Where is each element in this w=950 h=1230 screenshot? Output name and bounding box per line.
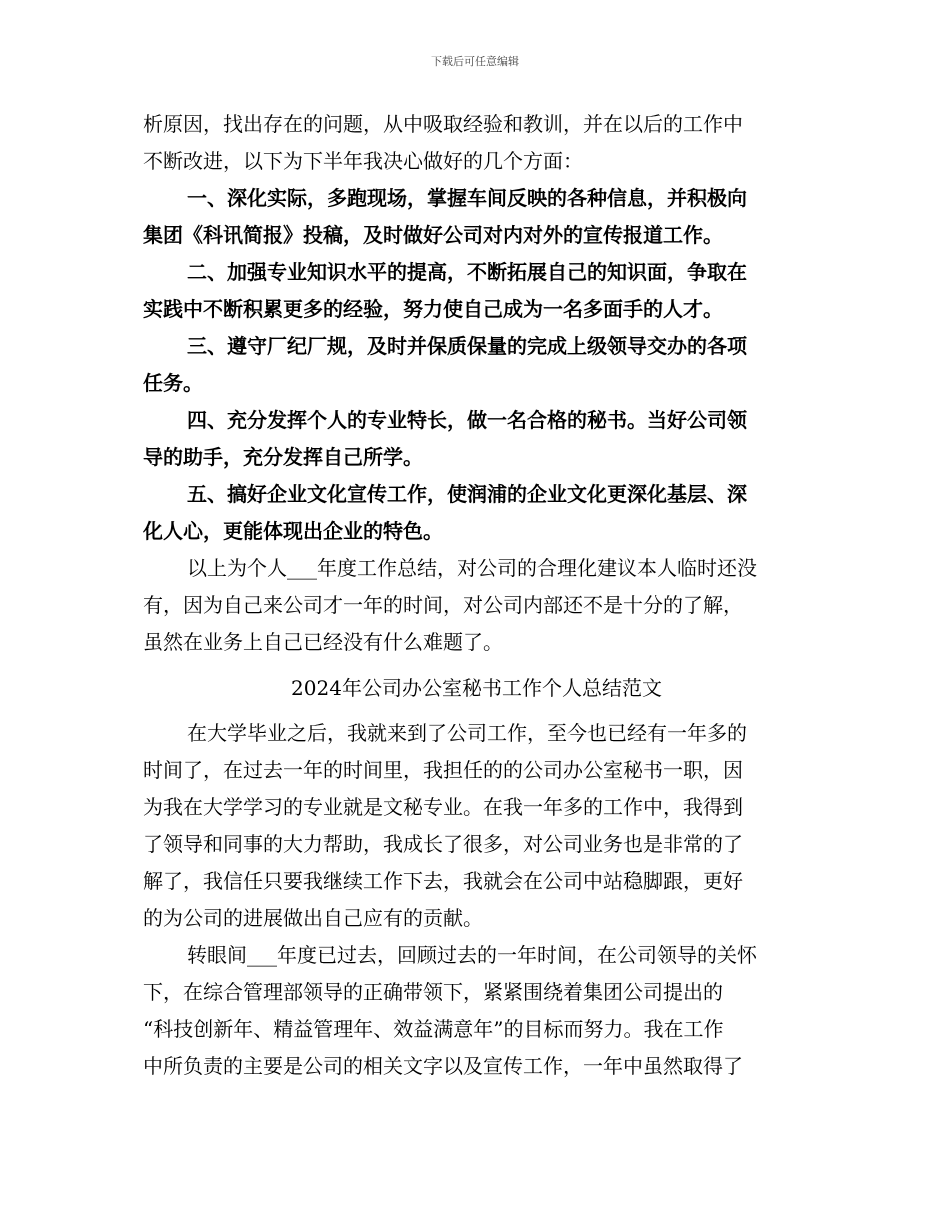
text-line: 了领导和同事的大力帮助，我成长了很多，对公司业务也是非常的了 <box>143 832 743 856</box>
text-line: 化人心，更能体现出企业的特色。 <box>143 519 443 543</box>
text-line: 转眼间___年度已过去，回顾过去的一年时间，在公司领导的关怀 <box>187 943 757 967</box>
text-line: 不断改进，以下为下半年我决心做好的几个方面： <box>143 149 583 173</box>
text-line: 五、搞好企业文化宣传工作，使润浦的企业文化更深化基层、深 <box>187 482 747 506</box>
text-line: 析原因，找出存在的问题，从中吸取经验和教训，并在以后的工作中 <box>143 112 743 136</box>
point-3 <box>143 328 810 402</box>
body-paragraph-1 <box>143 715 810 937</box>
text-line: 虽然在业务上自己已经没有什么难题了。 <box>143 630 503 654</box>
text-line: 解了，我信任只要我继续工作下去，我就会在公司中站稳脚跟，更好 <box>143 869 743 893</box>
text-line: 以上为个人___年度工作总结，对公司的合理化建议本人临时还没 <box>187 556 757 580</box>
text-line: 导的助手，充分发挥自己所学。 <box>143 445 423 469</box>
text-line: “科技创新年、精益管理年、效益满意年”的目标而努力。我在工作 <box>143 1017 724 1041</box>
text-line: 的为公司的进展做出自己应有的贡献。 <box>143 906 483 930</box>
section-title: 2024年公司办公室秘书工作个人总结范文 <box>291 676 662 700</box>
point-5 <box>143 476 810 550</box>
text-line: 在大学毕业之后，我就来到了公司工作，至今也已经有一年多的 <box>187 721 747 745</box>
page-header: 下载后可任意编辑 <box>431 55 519 68</box>
intro-paragraph <box>143 106 810 180</box>
text-line: 下，在综合管理部领导的正确带领下，紧紧围绕着集团公司提出的 <box>143 980 723 1004</box>
closing-paragraph <box>143 550 810 661</box>
point-4 <box>143 402 810 476</box>
text-line: 中所负责的主要是公司的相关文字以及宣传工作，一年中虽然取得了 <box>143 1054 743 1078</box>
text-line: 时间了，在过去一年的时间里，我担任的的公司办公室秘书一职，因 <box>143 758 743 782</box>
text-line: 三、遵守厂纪厂规，及时并保质保量的完成上级领导交办的各项 <box>187 334 747 358</box>
document-body <box>143 106 810 1085</box>
text-line: 为我在大学学习的专业就是文秘专业。在我一年多的工作中，我得到 <box>143 795 743 819</box>
text-line: 四、充分发挥个人的专业特长，做一名合格的秘书。当好公司领 <box>187 408 747 432</box>
text-line: 实践中不断积累更多的经验，努力使自己成为一名多面手的人才。 <box>143 297 723 321</box>
point-2 <box>143 254 810 328</box>
point-1 <box>143 180 810 254</box>
body-paragraph-2 <box>143 937 810 1085</box>
text-line: 集团《科讯简报》投稿，及时做好公司对内对外的宣传报道工作。 <box>143 223 723 247</box>
text-line: 有，因为自己来公司才一年的时间，对公司内部还不是十分的了解， <box>143 593 743 617</box>
text-line: 一、深化实际，多跑现场，掌握车间反映的各种信息，并积极向 <box>187 186 747 210</box>
text-line: 二、加强专业知识水平的提高，不断拓展自己的知识面，争取在 <box>187 260 747 284</box>
text-line: 任务。 <box>143 371 203 395</box>
